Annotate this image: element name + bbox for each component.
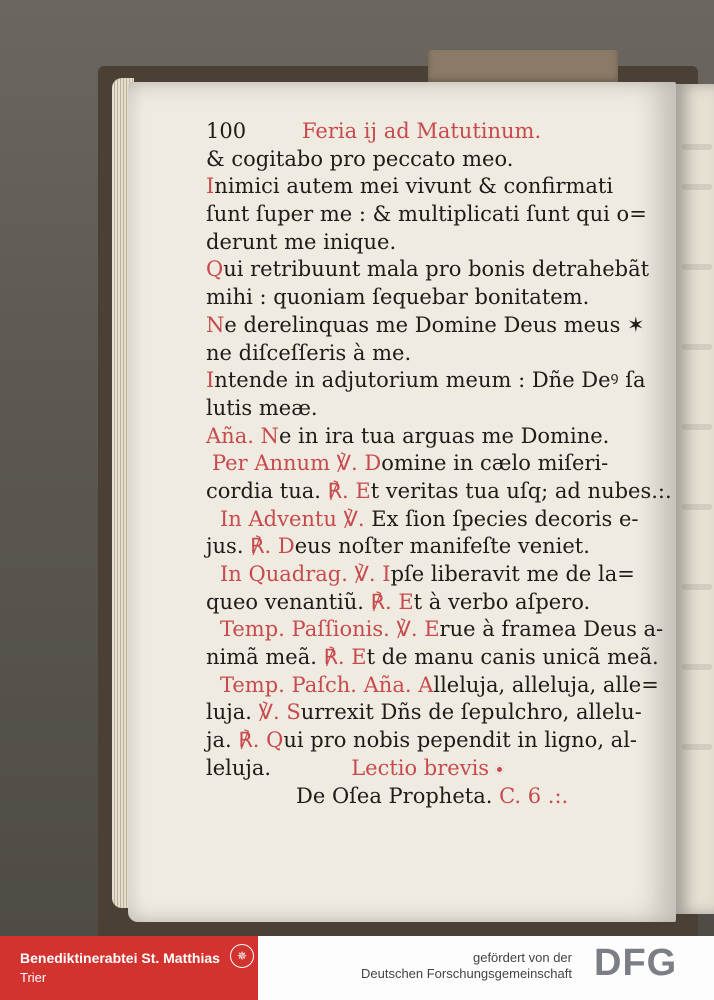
text-line xyxy=(206,395,656,423)
rubric-text: In Quadrag. ℣. I xyxy=(220,562,391,586)
institution-name: Benediktinerabtei St. Matthias xyxy=(20,950,220,966)
body-text: queo venantiũ. xyxy=(206,589,371,614)
body-text: ui retribuunt mala pro bonis detrahebãt xyxy=(223,257,650,282)
text-lines xyxy=(206,146,672,811)
body-text: Ex ſion ſpecies decoris e- xyxy=(371,506,639,531)
text-line xyxy=(206,589,656,617)
rubric-text: Per Annum ℣. D xyxy=(212,451,382,476)
text-line xyxy=(206,727,656,755)
rubric-text: Temp. Paſſionis. ℣. E xyxy=(220,617,440,642)
body-text: lutis meæ. xyxy=(206,395,318,420)
body-text: ne diſceſſeris à me. xyxy=(206,340,412,365)
body-text: mihi : quoniam ſequebar bonitatem. xyxy=(206,285,590,310)
rubric-text: Q xyxy=(206,257,224,282)
rubric-text: ℟. E xyxy=(323,645,367,670)
institution-city: Trier xyxy=(20,970,47,985)
text-line xyxy=(206,450,656,478)
rubric-text: ℟. E xyxy=(370,589,414,614)
rubric-text: ℣. S xyxy=(258,700,301,725)
body-text: nimici autem mei vivunt & confirmati xyxy=(214,174,614,199)
rubric-text: C. 6 .:. xyxy=(499,783,569,808)
text-line xyxy=(206,284,656,312)
body-text: rue à framea Deus a- xyxy=(439,617,664,642)
body-text: ja. xyxy=(206,728,239,753)
text-line xyxy=(206,367,656,395)
rubric-text: ℟. Q xyxy=(238,728,284,753)
body-text xyxy=(271,756,351,780)
text-line xyxy=(206,173,656,201)
body-text: e derelinquas me Domine Deus meus ✶ xyxy=(224,312,645,337)
page-number: 100 xyxy=(206,119,247,143)
body-text: jus. xyxy=(206,534,251,559)
funding-line-2: Deutschen Forschungsgemeinschaft xyxy=(360,966,572,981)
body-text: cordia tua. xyxy=(206,478,328,503)
seal-icon: ✵ xyxy=(230,944,254,968)
text-line xyxy=(206,672,659,700)
text-line xyxy=(206,783,656,811)
funding-line-1: gefördert von der xyxy=(472,950,572,965)
rubric-text: I xyxy=(206,368,215,393)
rubric-text: Lectio brevis xyxy=(351,755,490,780)
text-line xyxy=(206,699,656,727)
body-text: t veritas tua uſq; ad nubes.:. xyxy=(370,478,672,503)
body-text: & cogitabo pro peccato meo. xyxy=(206,146,514,171)
rubric-text: I xyxy=(206,174,215,199)
text-line xyxy=(206,229,656,257)
body-text: ui pro nobis pependit in ligno, al- xyxy=(283,728,638,753)
body-text: luja. xyxy=(206,700,259,725)
text-line xyxy=(206,312,656,340)
text-line xyxy=(206,506,656,534)
rubric-text: Temp. Paſch. Aña. A xyxy=(220,672,434,697)
body-text: t de manu canis unicã meã. xyxy=(366,645,659,670)
body-text: lleluja, alleluja, alle= xyxy=(433,672,659,697)
text-line xyxy=(206,146,656,174)
header-title: Feria ij ad Matutinum. xyxy=(302,119,542,143)
text-line xyxy=(206,201,656,229)
text-line xyxy=(206,533,656,561)
body-text: omine in cælo miſeri- xyxy=(381,451,609,476)
text-line xyxy=(206,340,656,368)
body-text: eus noſter manifeſte veniet. xyxy=(294,534,590,559)
text-line xyxy=(206,616,664,644)
text-line xyxy=(206,561,656,589)
book-tab xyxy=(428,50,618,84)
page-header xyxy=(206,118,656,146)
body-text: urrexit Dñs de ſepulchro, allelu- xyxy=(300,700,642,725)
rubric-text: ℟. D xyxy=(250,534,295,559)
body-text: ſunt ſuper me : & multiplicati ſunt qui o= xyxy=(206,202,647,227)
body-text: t à verbo aſpero. xyxy=(413,589,591,614)
body-text: nimã meã. xyxy=(206,645,324,670)
text-line xyxy=(206,256,656,284)
text-line xyxy=(206,644,659,672)
facing-page xyxy=(676,84,714,914)
body-text: e in ira tua arguas me Domine. xyxy=(278,423,610,448)
text-line xyxy=(206,423,656,451)
rubric-text: Aña. N xyxy=(206,423,279,448)
body-text: De Oſea Propheta. xyxy=(296,783,500,808)
body-text: derunt me inique. xyxy=(206,229,397,254)
text-line xyxy=(206,478,672,506)
page-text xyxy=(206,118,672,810)
body-text: ntende in adjutorium meum : Dñe Deꝰ ſa xyxy=(214,368,646,393)
rosette-icon xyxy=(495,765,504,774)
body-text: leluja. xyxy=(206,755,272,780)
rubric-text: ℟. E xyxy=(327,478,371,503)
institution-logo[interactable] xyxy=(0,936,258,1000)
rubric-text: In Adventu ℣. xyxy=(220,506,372,531)
footer-banner xyxy=(0,936,714,1000)
rubric-text: N xyxy=(206,312,225,337)
text-line xyxy=(206,755,656,783)
dfg-logo[interactable]: DFG xyxy=(594,942,678,984)
body-text: pſe liberavit me de la= xyxy=(390,562,635,586)
